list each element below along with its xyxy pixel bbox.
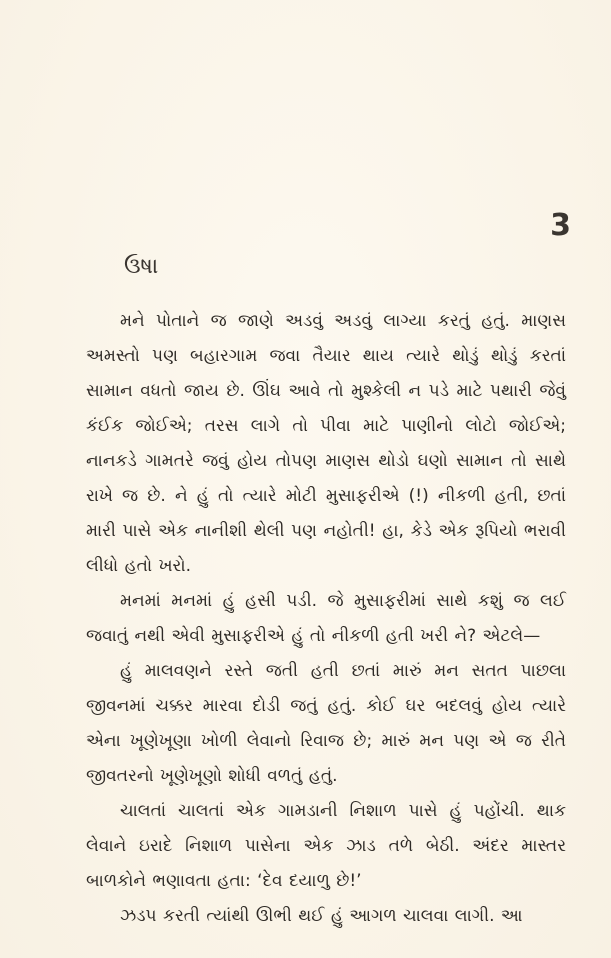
chapter-number: 3 bbox=[550, 208, 571, 243]
paragraph: ચાલતાં ચાલતાં એક ગામડાની નિશાળ પાસે હું પહોંચી. થાક લેવાને ઇરાદે નિશાળ પાસેના એક ઝાડ તળે બેઠી. અંદર માસ્તર બાળકોને ભણાવતા હતા: ‘દેવ દયાળુ છે!’ bbox=[86, 801, 566, 891]
chapter-body bbox=[86, 304, 566, 934]
paragraph: મનમાં મનમાં હું હસી પડી. જે મુસાફરીમાં સાથે કશું જ લઈ જવાતું નથી એવી મુસાફરીએ હું તો નીકળી હતી ખરી ને? એટલે— bbox=[86, 591, 566, 646]
chapter-title: ઉષા bbox=[124, 254, 159, 279]
paragraph: ઝડપ કરતી ત્યાંથી ઊભી થઈ હું આગળ ચાલવા લાગી. આ bbox=[120, 906, 523, 926]
paragraph: હું માલવણને રસ્તે જતી હતી છતાં મારું મન સતત પાછલા જીવનમાં ચક્કર મારવા દોડી જતું હતું. કોઈ ઘર બદલવું હોય ત્યારે એના ખૂણેખૂણા ખોળી લેવાનો રિવાજ છે; મારું મન પણ એ જ રીતે જીવતરનો ખૂણેખૂણો શોધી વળતું હતું. bbox=[86, 661, 566, 786]
paragraph: મને પોતાને જ જાણે અડવું અડવું લાગ્યા કરતું હતું. માણસ અમસ્તો પણ બહારગામ જવા તૈયાર થાય ત્યારે થોડું થોડું કરતાં સામાન વધતો જાય છે. ઊંઘ આવે તો મુશ્કેલી ન પડે માટે પથારી જેવું કંઈક જોઈએ; તરસ લાગે તો પીવા માટે પાણીનો લોટો જોઈએ; નાનકડે ગામતરે જવું હોય તોપણ માણસ થોડો ઘણો સામાન તો સાથે રાખે જ છે. ને હું તો ત્યારે મોટી મુસાફરીએ (!) નીકળી હતી, છતાં મારી પાસે એક નાનીશી થેલી પણ નહોતી! હા, કેડે એક રૂપિયો ભરાવી લીધો હતો ખરો. bbox=[86, 311, 566, 576]
